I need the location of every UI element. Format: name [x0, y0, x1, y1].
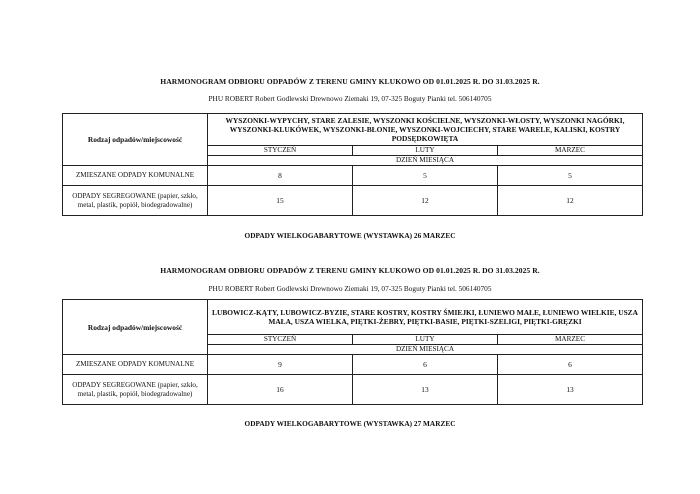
pickup-day: 5	[353, 166, 498, 186]
schedule-table	[62, 113, 643, 216]
pickup-day: 13	[353, 375, 498, 405]
pickup-day: 15	[208, 186, 353, 216]
pickup-day: 6	[498, 355, 643, 375]
month-header: MARZEC	[498, 335, 643, 345]
month-header: LUTY	[353, 335, 498, 345]
pickup-day: 6	[353, 355, 498, 375]
locations-list: WYSZONKI-WYPYCHY, STARE ZALESIE, WYSZONKI KOŚCIELNE, WYSZONKI-WŁOSTY, WYSZONKI NAGÓRKI, WYSZONKI-KLUKÓWEK, WYSZONKI-BŁONIE, WYSZONKI-WOJCIECHY, STARE WARELE, KALISKI, KOSTRY PODSĘDKOWIĘTA	[208, 114, 643, 146]
pickup-day: 8	[208, 166, 353, 186]
header-label: Rodzaj odpadów/miejscowość	[63, 300, 208, 355]
waste-type-label: ODPADY SEGREGOWANE (papier, szkło, metal, plastik, popiół, biodegradowalne)	[63, 186, 208, 216]
waste-type-label: ODPADY SEGREGOWANE (papier, szkło, metal, plastik, popiół, biodegradowalne)	[63, 375, 208, 405]
month-header: STYCZEŃ	[208, 335, 353, 345]
company-info: PHU ROBERT Robert Godlewski Drewnowo Ziemaki 19, 07-325 Boguty Pianki tel. 506140705	[208, 94, 492, 103]
month-header: LUTY	[353, 146, 498, 156]
day-of-month-label: DZIEŃ MIESIĄCA	[208, 156, 643, 166]
schedule-table	[62, 299, 643, 405]
locations-list: LUBOWICZ-KĄTY, LUBOWICZ-BYZIE, STARE KOSTRY, KOSTRY ŚMIEJKI, ŁUNIEWO MAŁE, ŁUNIEWO WIELKIE, USZA MAŁA, USZA WIELKA, PIĘTKI-ŻEBRY, PIĘTKI-BASIE, PIĘTKI-SZELIGI, PIĘTKI-GRĘZKI	[208, 300, 643, 335]
month-header: STYCZEŃ	[208, 146, 353, 156]
schedule-title: HARMONOGRAM ODBIORU ODPADÓW Z TERENU GMINY KLUKOWO OD 01.01.2025 R. DO 31.03.2025 R.	[160, 266, 540, 275]
bulky-waste-note: ODPADY WIELKOGABARYTOWE (WYSTAWKA) 27 MARZEC	[244, 419, 456, 428]
pickup-day: 13	[498, 375, 643, 405]
bulky-waste-note: ODPADY WIELKOGABARYTOWE (WYSTAWKA) 26 MARZEC	[244, 231, 456, 240]
day-of-month-label: DZIEŃ MIESIĄCA	[208, 345, 643, 355]
waste-type-label: ZMIESZANE ODPADY KOMUNALNE	[63, 355, 208, 375]
pickup-day: 12	[353, 186, 498, 216]
waste-type-label: ZMIESZANE ODPADY KOMUNALNE	[63, 166, 208, 186]
month-header: MARZEC	[498, 146, 643, 156]
company-info: PHU ROBERT Robert Godlewski Drewnowo Ziemaki 19, 07-325 Boguty Pianki tel. 506140705	[208, 284, 492, 293]
header-label: Rodzaj odpadów/miejscowość	[63, 114, 208, 166]
schedule-title: HARMONOGRAM ODBIORU ODPADÓW Z TERENU GMINY KLUKOWO OD 01.01.2025 R. DO 31.03.2025 R.	[160, 77, 540, 86]
pickup-day: 12	[498, 186, 643, 216]
pickup-day: 16	[208, 375, 353, 405]
pickup-day: 5	[498, 166, 643, 186]
pickup-day: 9	[208, 355, 353, 375]
